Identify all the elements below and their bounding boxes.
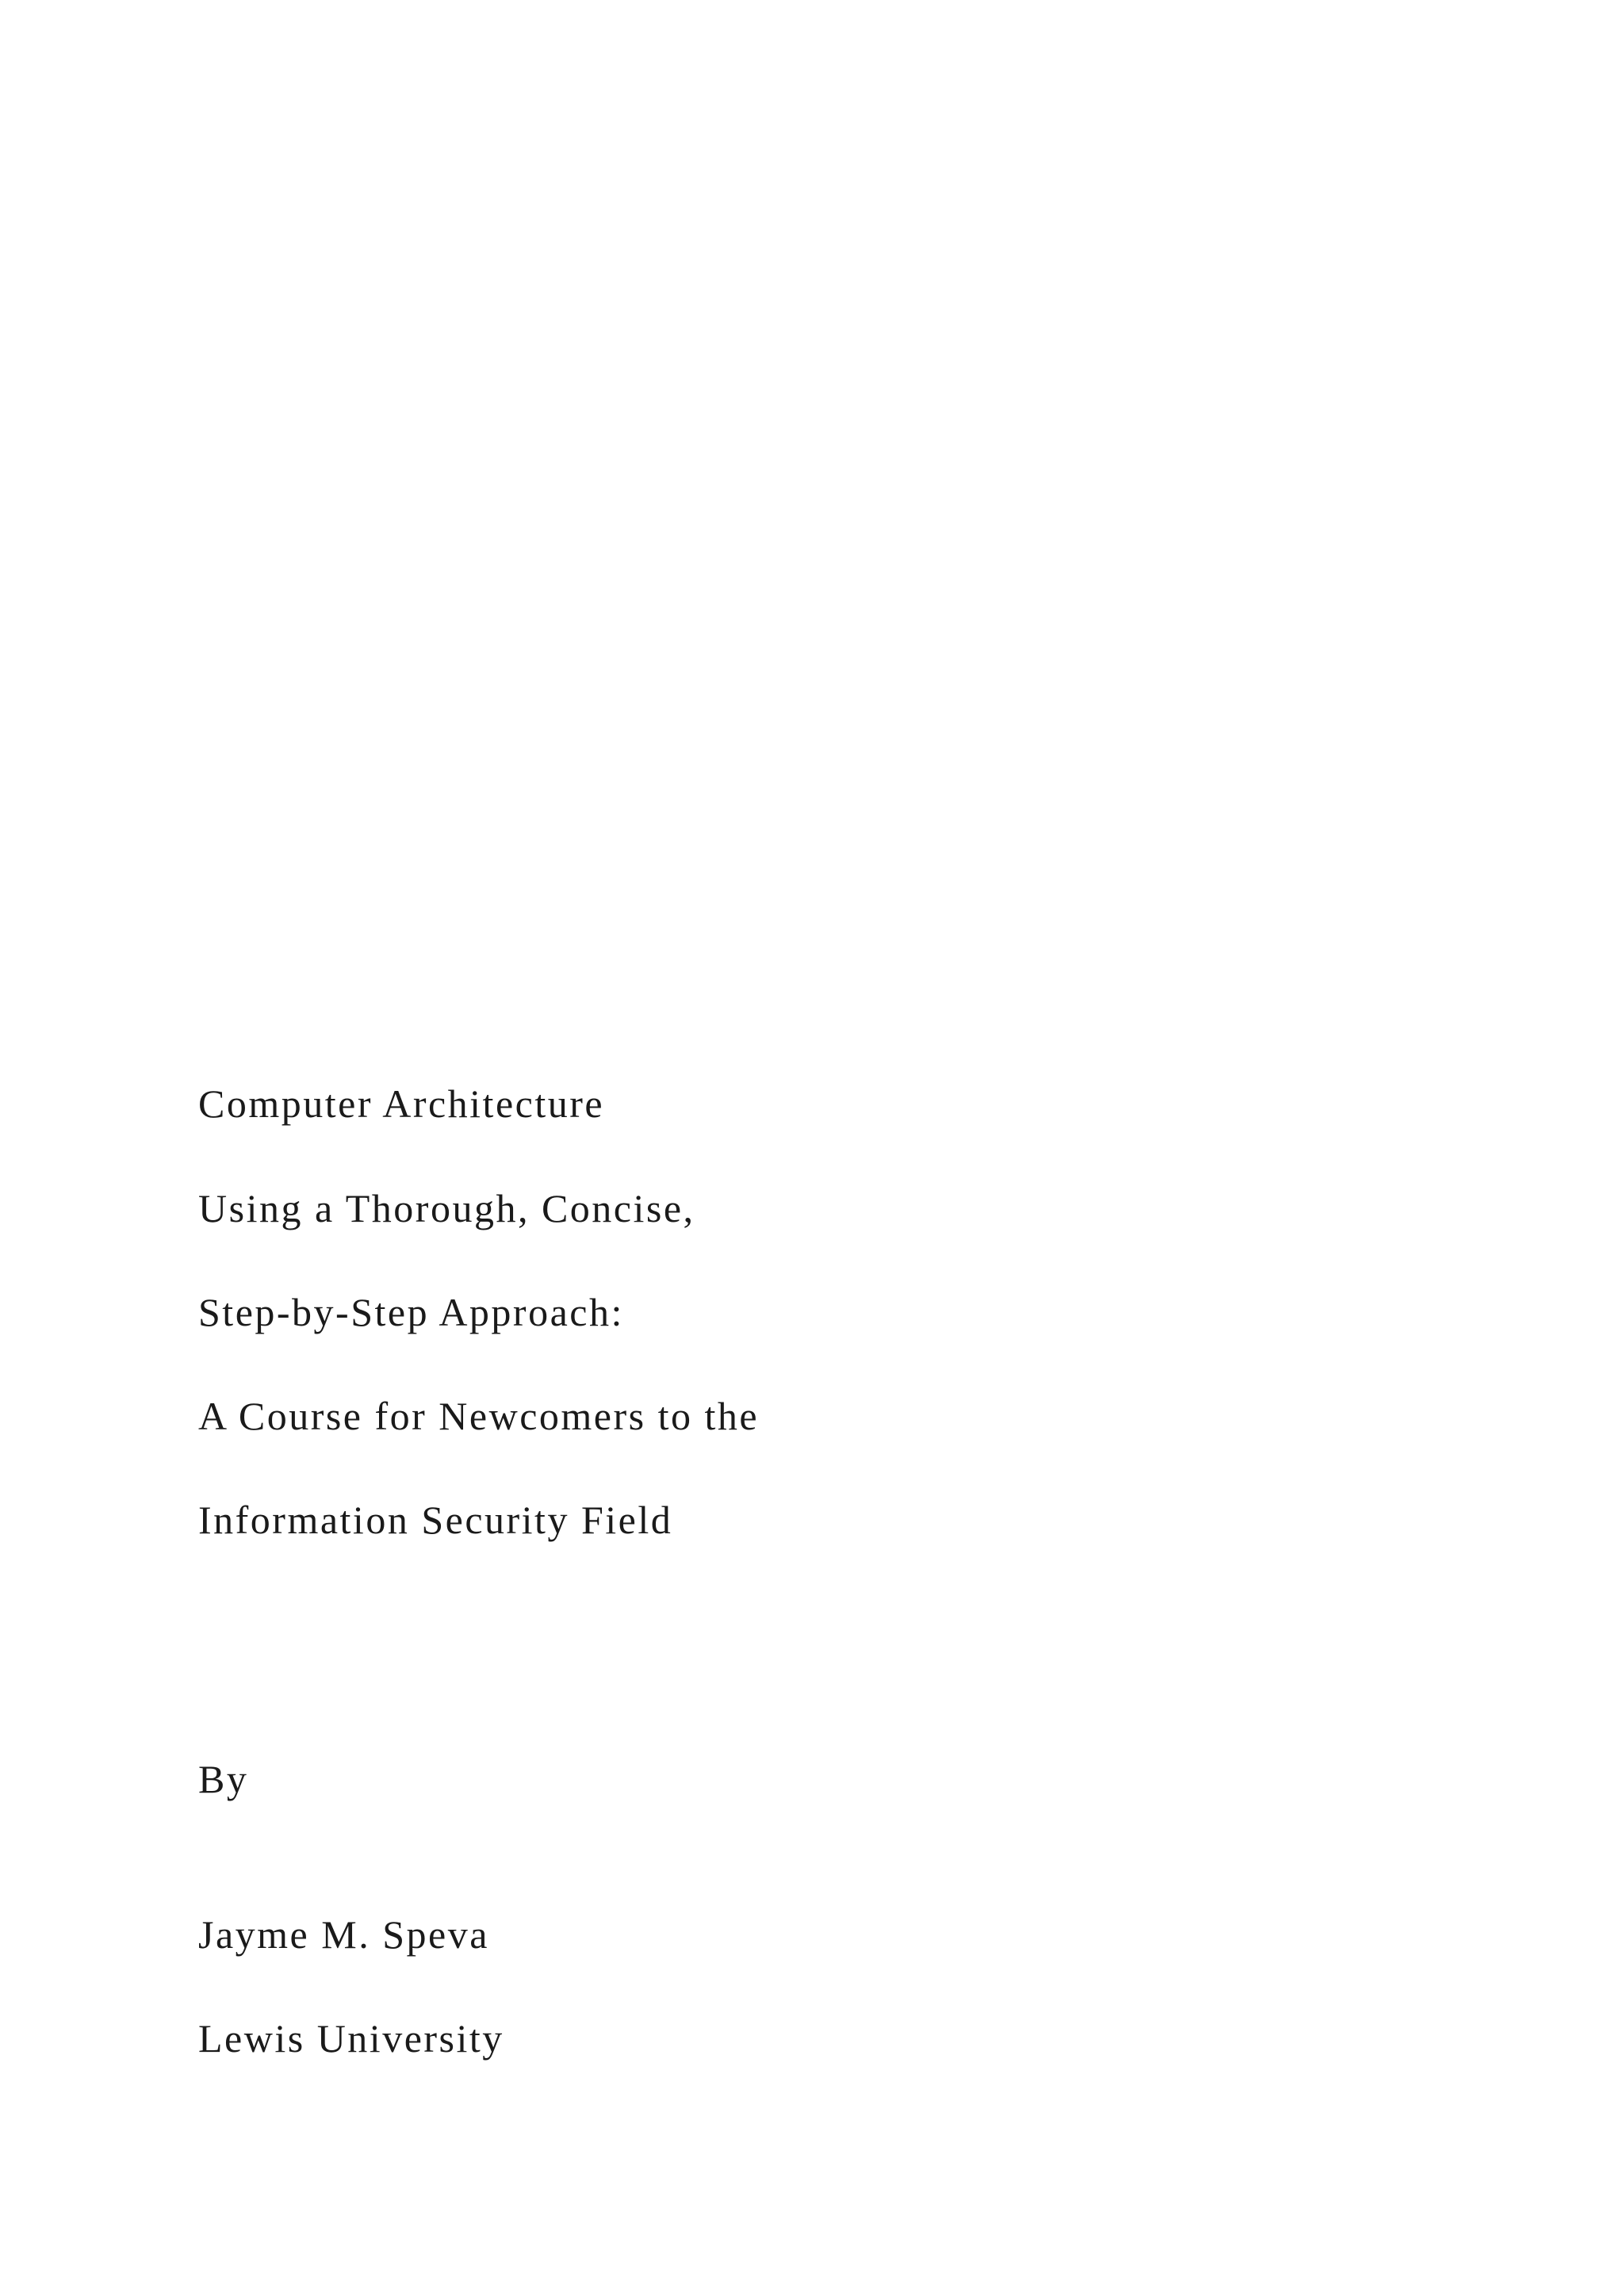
title-line-5: Information Security Field <box>198 1498 673 1542</box>
title-line-3: Step-by-Step Approach: <box>198 1290 624 1334</box>
title-line-1: Computer Architecture <box>198 1081 605 1126</box>
byline: By <box>198 1757 249 1801</box>
title-line-4: A Course for Newcomers to the <box>198 1394 760 1438</box>
author-name: Jayme M. Speva <box>198 1912 489 1957</box>
institution-name: Lewis University <box>198 2016 504 2061</box>
title-line-2: Using a Thorough, Concise, <box>198 1186 695 1230</box>
